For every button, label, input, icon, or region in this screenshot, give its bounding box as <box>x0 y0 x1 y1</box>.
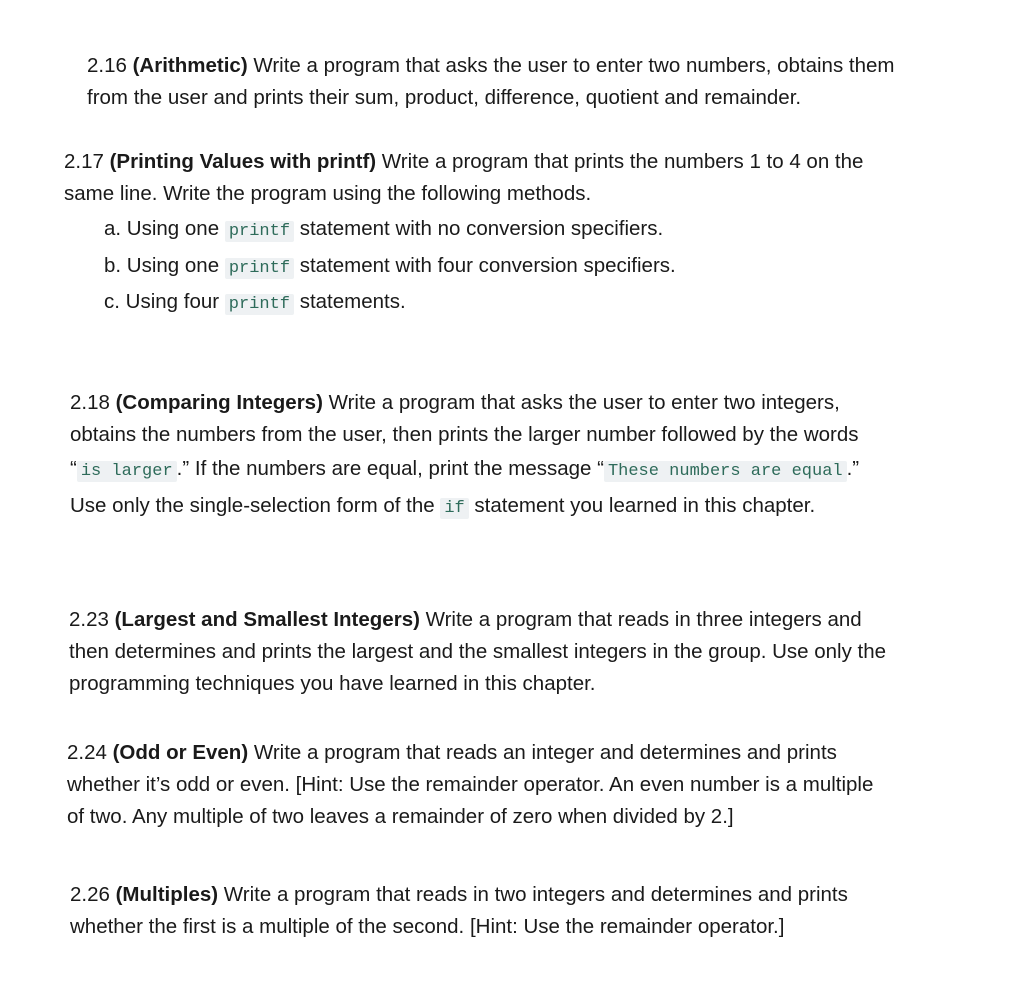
problem-2-18-line-4 <box>70 490 859 525</box>
problem-text: Write a program that reads an integer and determines and prints <box>248 741 837 764</box>
problem-2-17 <box>64 146 863 210</box>
problem-2-17-item-b <box>104 250 676 285</box>
problem-2-24-line-2: whether it’s odd or even. [Hint: Use the remainder operator. An even number is a multiple <box>67 773 874 796</box>
item-text: statement with no conversion specifiers. <box>294 217 664 240</box>
item-text: c. Using four <box>104 290 225 313</box>
problem-2-24-line-3: of two. Any multiple of two leaves a remainder of zero when divided by 2.] <box>67 805 734 828</box>
problem-2-17-line-2: same line. Write the program using the following methods. <box>64 182 592 205</box>
problem-2-23 <box>69 604 886 700</box>
inline-code: printf <box>225 221 294 242</box>
problem-number: 2.23 <box>69 608 109 631</box>
inline-code: These numbers are equal <box>604 461 847 482</box>
problem-title: (Arithmetic) <box>132 54 248 77</box>
problem-text: Write a program that asks the user to enter two numbers, obtains them <box>247 54 895 77</box>
inline-code: printf <box>225 294 294 315</box>
problem-2-16-line-1 <box>87 50 894 82</box>
problem-text: Write a program that asks the user to enter two integers, <box>322 391 840 414</box>
close-quote: .” <box>846 457 860 480</box>
problem-number: 2.17 <box>64 150 104 173</box>
problem-2-26 <box>70 879 848 943</box>
open-quote: “ <box>70 457 77 480</box>
problem-title: (Largest and Smallest Integers) <box>114 608 420 631</box>
line-text: .” If the numbers are equal, print the message “ <box>176 457 604 480</box>
problem-title: (Printing Values with printf) <box>109 150 377 173</box>
problem-2-24 <box>67 737 873 833</box>
problem-title: (Multiples) <box>115 883 219 906</box>
problem-2-23-line-3: programming techniques you have learned in this chapter. <box>69 672 596 695</box>
problem-2-17-item-c <box>104 286 406 321</box>
problem-number: 2.24 <box>67 741 107 764</box>
problem-2-23-line-2: then determines and prints the largest and the smallest integers in the group. Use only the <box>69 640 887 663</box>
problem-number: 2.26 <box>70 883 110 906</box>
item-text: statements. <box>294 290 406 313</box>
line-text: Use only the single-selection form of the <box>70 494 441 517</box>
problem-2-18-line-3 <box>70 453 859 488</box>
problem-number: 2.16 <box>87 54 127 77</box>
inline-code: is larger <box>77 461 177 482</box>
problem-title: (Odd or Even) <box>112 741 249 764</box>
problem-text: Write a program that reads in two integers and determines and prints <box>218 883 848 906</box>
inline-code: printf <box>225 258 294 279</box>
problem-title: (Comparing Integers) <box>115 391 323 414</box>
item-text: a. Using one <box>104 217 225 240</box>
problem-2-17-item-a <box>104 213 663 248</box>
problem-2-17-line-1 <box>64 146 863 178</box>
problem-2-26-line-1 <box>70 879 848 911</box>
problem-text: Write a program that prints the numbers 1 to 4 on the <box>376 150 864 173</box>
item-text: statement with four conversion specifiers. <box>294 254 676 277</box>
problem-2-26-line-2: whether the first is a multiple of the second. [Hint: Use the remainder operator.] <box>70 915 785 938</box>
problem-2-23-line-1 <box>69 604 886 636</box>
item-text: b. Using one <box>104 254 225 277</box>
problem-text: Write a program that reads in three integers and <box>419 608 862 631</box>
problem-2-24-line-1 <box>67 737 873 769</box>
line-text: statement you learned in this chapter. <box>468 494 816 517</box>
problem-2-18-line-1 <box>70 387 859 419</box>
problem-2-16-line-2: from the user and prints their sum, product, difference, quotient and remainder. <box>87 86 802 109</box>
problem-2-18-line-2: obtains the numbers from the user, then prints the larger number followed by the words <box>70 423 859 446</box>
inline-code: if <box>440 498 468 519</box>
problem-2-18 <box>70 387 859 525</box>
problem-number: 2.18 <box>70 391 110 414</box>
problem-2-16 <box>87 50 894 114</box>
